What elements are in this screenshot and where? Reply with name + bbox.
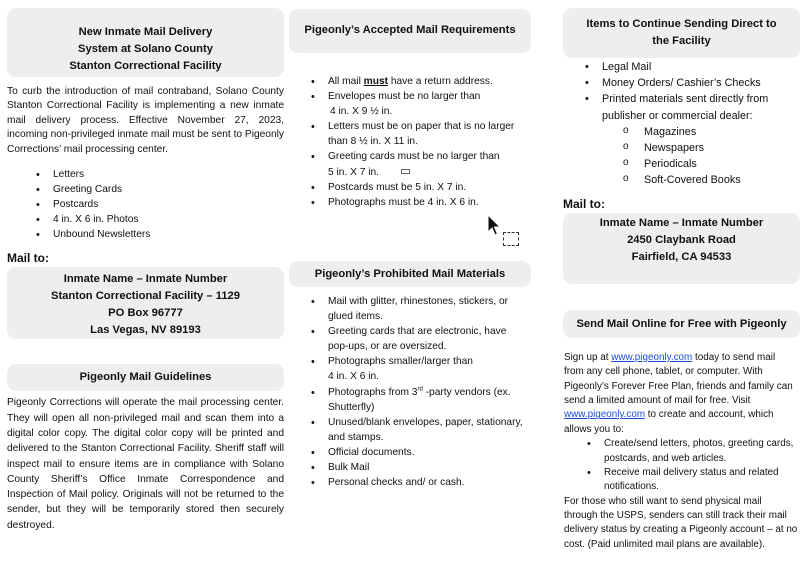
address-line: Inmate Name – Inmate Number [599,216,764,229]
list-item [328,149,531,179]
list-item [604,437,800,466]
text: 4 in. X 6 in. [328,371,379,383]
text: allows you to: [564,423,624,435]
intro-title-line: New Inmate Mail Delivery [78,26,213,38]
text: notifications. [604,481,659,493]
list-item [328,89,531,119]
text: to create and account, which [645,409,774,421]
text: -party vendors (ex. [422,386,511,398]
direct-title-box [563,8,800,58]
list-item: • Postcards must be 5 in. X 7 in. [328,180,531,195]
list-item [328,415,531,445]
sub-list-item: o Periodicals [644,156,800,172]
text: Sign up at [564,352,612,363]
list-item: • Letters [53,168,284,183]
accepted-title-box [289,9,531,53]
text: 5 in. X 7 in. [328,166,379,178]
text: today to send mail [692,352,776,363]
list-item: • Photographs must be 4 in. X 6 in. [328,195,531,210]
text: • Mail with glitter, rhinestones, stickers, or [328,296,509,307]
sub-list [602,124,800,189]
sub-list-item: o Newspapers [644,140,800,156]
text: • Greeting cards that are electronic, have [328,326,507,338]
guidelines-title-box [7,364,284,391]
intro-paragraph: To curb the introduction of mail contraband, Solano County Stanton Correctional Facility is implementing a new inmate mail delivery process. Effective November 27, 2023, incoming non-privileged inmate mail must be sent to Pigeonly Corrections’ mail processing center. [7,86,284,155]
address-box [563,213,800,284]
text: than 8 ½ in. X 11 in. [328,136,418,148]
direct-list [563,59,800,189]
pigeonly-link[interactable]: www.pigeonly.com [611,352,693,363]
text: • Photographs smaller/larger than [328,356,473,368]
address-line: Inmate Name – Inmate Number [63,273,228,286]
text: • Envelopes must be no larger than [328,91,481,103]
accepted-list [289,74,531,210]
list-item: • Official documents. [328,445,531,460]
list-item [328,324,531,354]
superscript: rd [417,386,423,393]
mouse-pointer-icon [487,214,501,236]
list-item: • Money Orders/ Cashier’s Checks [602,75,800,91]
emphasis-text: must [363,76,389,87]
text: pop-ups, or are oversized. [328,341,447,353]
text: All mail [328,76,364,87]
address-line: PO Box 96777 [108,307,183,320]
text: cost. (Paid unlimited mail plans are available). [564,538,765,550]
prohibited-list [289,294,531,490]
text: Photographs from 3 [328,386,418,398]
text: through the USPS, senders can still track their mail [564,509,787,521]
direct-title-line: Items to Continue Sending Direct to [586,18,777,30]
pigeonly-link[interactable]: www.pigeonly.com [564,409,646,421]
text: • Letters must be on paper that is no larger [328,121,515,133]
text: • Printed materials sent directly from [602,93,769,106]
text: 4 in. X 9 ½ in. [330,106,393,118]
online-title-box [563,310,800,338]
direct-title-line: the Facility [652,34,711,47]
sub-list-item: o Soft-Covered Books [644,172,800,188]
mail-item-list [7,168,284,242]
list-item [602,91,800,188]
text: For those who still want to send physical mail [564,495,762,507]
list-item: • Postcards [53,198,284,213]
intro-title-line: System at Solano County [78,42,213,55]
accepted-title: Pigeonly’s Accepted Mail Requirements [304,24,516,36]
online-text [564,351,800,552]
address-line: Stanton Correctional Facility – 1129 [50,290,240,303]
text-row [564,351,800,365]
list-item: • Greeting Cards [53,183,284,198]
column-right [563,0,800,550]
prohibited-title: Pigeonly’s Prohibited Mail Materials [314,268,506,280]
list-item: • Bulk Mail [328,460,531,475]
text: publisher or commercial dealer: [602,109,753,122]
text: glued items. [328,311,383,323]
text: postcards, and web articles. [604,452,727,464]
list-item: • 4 in. X 6 in. Photos [53,213,284,228]
text: from any cell phone, tablet, or computer. With [564,366,763,378]
list-item [328,294,531,324]
guidelines-paragraph: Pigeonly Corrections will operate the mail processing center. They will open all non-privileged mail and scan them into a digital color copy. The digital color copy will be printed and delivered to the Stanton Correctional Facility. Sheriff staff will inspect mail to ensure items are in compliance with Solano County Sheriff’s Office Inmate Correspondence and Inspection of Mail policy. Originals will not be returned to the sender, but they will be temporarily stored then securely destroyed. [7,397,284,531]
list-item [604,466,800,495]
text: delivery status by creating a Pigeonly account – at no [564,524,798,536]
column-left [7,0,284,533]
text: • Unused/blank envelopes, paper, stationary, [328,416,523,428]
online-list [564,437,800,494]
list-item [328,354,531,384]
text: send a limited amount of mail for free. Visit [564,395,751,407]
text: Pigeonly’s Forever Free Plan, friends and family can [564,380,793,392]
text: have a return address. [388,76,493,87]
text: Shutterfly) [328,401,375,413]
intro-title-line: Stanton Correctional Facility [69,59,222,72]
mail-to-label: Mail to: [563,196,605,211]
text-row [564,408,800,422]
online-title: Send Mail Online for Free with Pigeonly [576,318,787,330]
text: and stamps. [328,431,384,443]
sub-list-item: o Magazines [644,124,800,140]
list-item [328,385,531,415]
prohibited-title-box [289,261,531,287]
list-item: • Legal Mail [602,59,800,75]
intro-title-box [7,8,284,77]
text-row [328,385,531,400]
address-box [7,267,284,339]
list-item: • Unbound Newsletters [53,228,284,243]
address-line: 2450 Claybank Road [627,233,736,246]
keyboard-icon [401,169,410,174]
text: • Receive mail delivery status and related [604,466,779,478]
guidelines-title: Pigeonly Mail Guidelines [79,371,212,384]
column-middle [289,0,531,489]
text: • Create/send letters, photos, greeting cards, [604,438,794,450]
text-row [328,165,531,180]
list-item: • Personal checks and/ or cash. [328,475,531,490]
list-item [328,74,531,89]
address-line: Las Vegas, NV 89193 [90,324,201,337]
address-line: Fairfield, CA 94533 [631,250,732,263]
list-item [328,119,531,149]
mail-to-label: Mail to: [7,251,49,266]
text: • Greeting cards must be no larger than [328,151,500,163]
selection-box-icon [503,232,519,246]
